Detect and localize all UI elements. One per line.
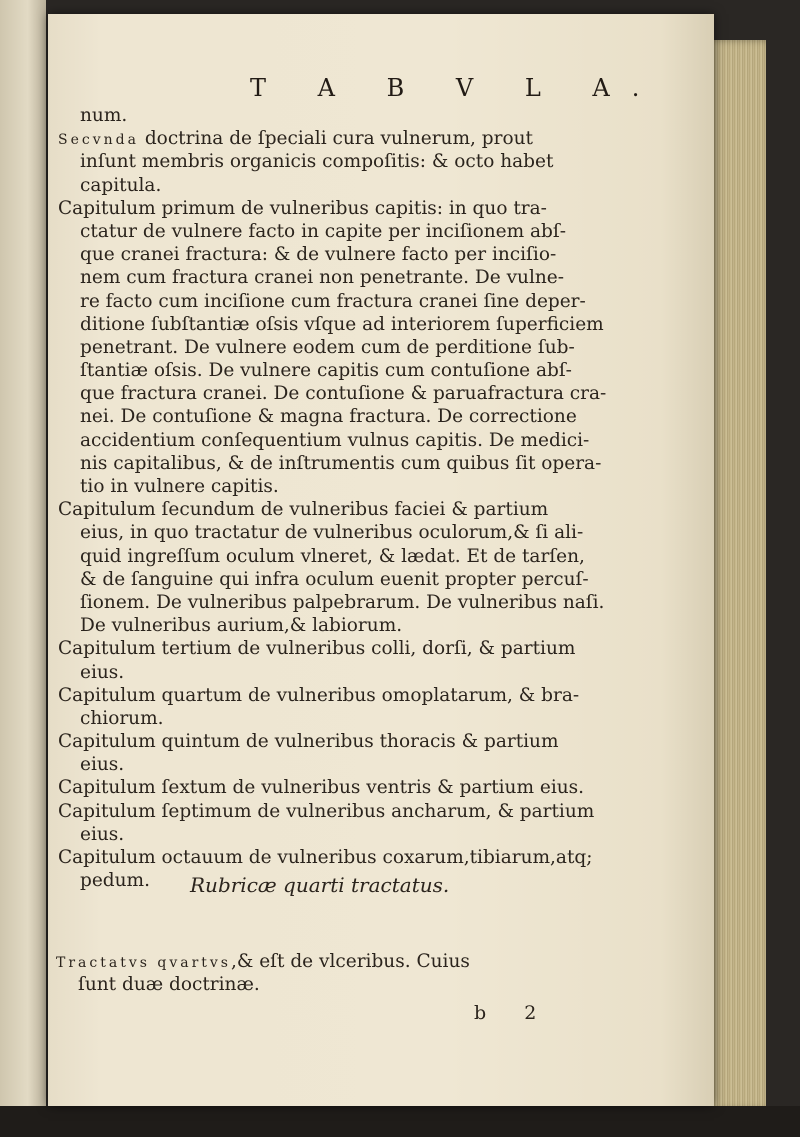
tractatus-quartus-entry [56,950,470,996]
line-text: De vulneribus aurium,& labiorum. [80,615,403,637]
text-line [58,174,618,197]
line-text: doctrina de ſpeciali cura vulnerum, prout [138,128,533,150]
running-title: T A B V L A. [250,74,662,102]
signature-mark: b 2 [474,1002,553,1024]
text-line [58,150,618,173]
line-text: chiorum. [80,707,164,729]
line-text: ſionem. De vulneribus palpebrarum. De vulneribus naſi. [80,591,605,613]
line-text: penetrant. De vulnere eodem cum de perditione ſub- [80,336,575,358]
facing-page-edge [0,0,46,1137]
text-line [58,846,618,869]
line-text: nem cum fractura cranei non penetrante. De vulne- [80,267,564,289]
line-text: num. [80,105,128,126]
text-line [58,382,618,405]
text-line [58,429,618,452]
line-text: nis capitalibus, & de inſtrumentis cum quibus ſit opera- [80,452,602,474]
line-text: accidentium conſequentium vulnus capitis. De medici- [80,429,590,451]
tractatus-line2: ſunt duæ doctrinæ. [78,974,260,996]
line-text: nei. De contuſione & magna fractura. De correctione [80,406,577,428]
scan-background [0,1106,800,1137]
text-line [58,243,618,266]
text-line [58,800,618,823]
text-line [58,359,618,382]
line-text: re facto cum inciſione cum fractura cranei ſine deper- [80,290,586,312]
text-line [58,475,618,498]
tractatus-line1: ,& eſt de vlceribus. Cuius [231,951,470,972]
line-text: ditione ſubſtantiæ oſsis vſque ad interiorem ſuperficiem [80,313,604,335]
text-line [58,452,618,475]
text-line [58,730,618,753]
text-line [58,823,618,846]
line-text: Capitulum tertium de vulneribus colli, dorſi, & partium [58,638,576,660]
text-line [58,313,618,336]
text-line [58,498,618,521]
text-line [58,661,618,684]
line-text: ſtantiæ oſsis. De vulnere capitis cum contuſione abſ- [80,360,572,382]
text-line [58,637,618,660]
text-line [58,197,618,220]
table-of-contents-text [58,104,618,892]
line-text: Capitulum ſeptimum de vulneribus ancharum, & partium [58,800,595,822]
rubric-heading: Rubricæ quarti tractatus. [190,873,450,897]
text-line [58,266,618,289]
line-text: & de ſanguine qui infra oculum euenit propter percuſ- [80,568,589,590]
line-text: Capitulum ſextum de vulneribus ventris & partium eius. [58,777,585,799]
tractatus-lead: Tractatvs qvartvs [56,955,231,971]
text-line [58,104,618,127]
line-text: que fractura cranei. De contuſione & paruafractura cra- [80,383,607,405]
line-text: inſunt membris organicis compoſitis: & octo habet [80,151,554,173]
text-line [58,591,618,614]
line-text: eius, in quo tractatur de vulneribus oculorum,& ſi ali- [80,522,584,544]
line-text: Capitulum octauum de vulneribus coxarum,tibiarum,atq; [58,847,593,868]
line-text: eius. [80,661,125,683]
text-line [58,568,618,591]
text-line [58,545,618,568]
line-text: que cranei fractura: & de vulnere facto per inciſio- [80,244,557,266]
line-text: eius. [80,823,125,845]
text-line [58,521,618,544]
text-line [58,290,618,313]
line-text: Capitulum quintum de vulneribus thoracis & partium [58,731,559,753]
line-text: pedum. [80,870,150,892]
text-line [58,707,618,730]
line-text: capitula. [80,174,162,196]
text-line [58,405,618,428]
line-lead: Secvnda [58,132,139,149]
line-text: Capitulum quartum de vulneribus omoplatarum, & bra- [58,684,580,706]
text-line [58,776,618,799]
line-text: quid ingreſſum oculum vlneret, & lædat. Et de tarſen, [80,545,585,567]
text-line [58,336,618,359]
line-text: tio in vulnere capitis. [80,476,279,497]
text-line [58,127,618,150]
text-line [58,220,618,243]
line-text: ctatur de vulnere facto in capite per inciſionem abſ- [80,220,566,242]
line-text: Capitulum primum de vulneribus capitis: in quo tra- [58,197,547,219]
text-line [58,753,618,776]
line-text: eius. [80,754,125,776]
book-page-edges [708,40,766,1110]
text-line [58,614,618,637]
text-line [58,684,618,707]
line-text: Capitulum ſecundum de vulneribus faciei & partium [58,499,549,521]
